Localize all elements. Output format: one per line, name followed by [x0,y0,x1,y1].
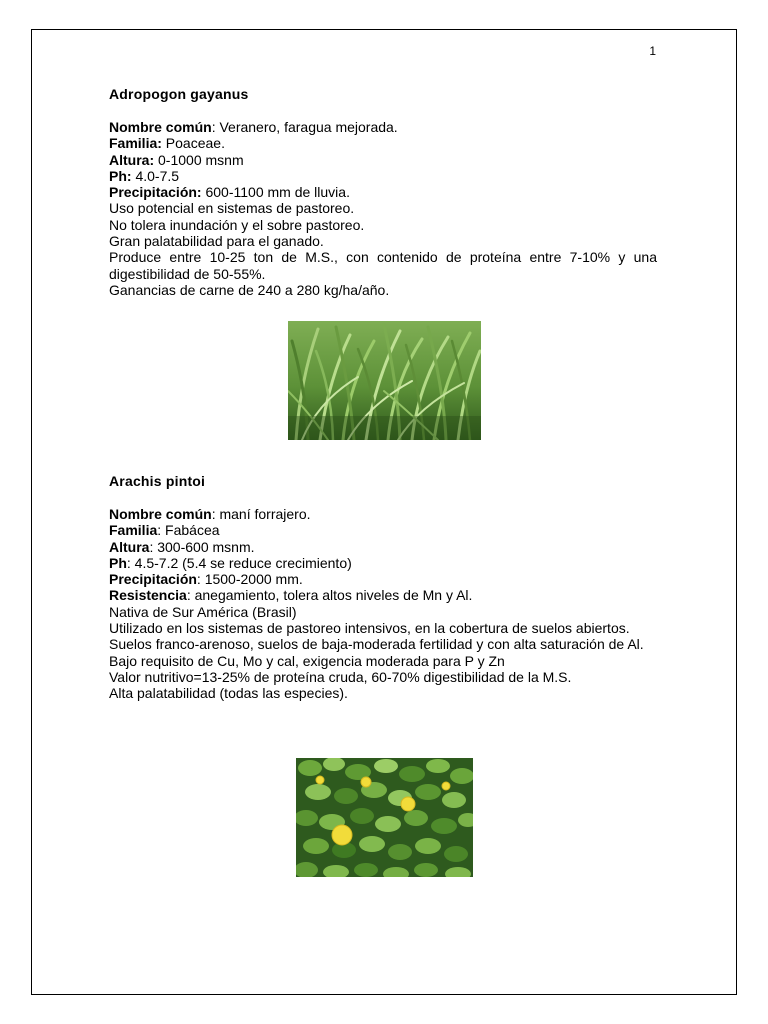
precipitation-line: Precipitación: 600-1100 mm de lluvia. [109,184,350,201]
requirements-line: Bajo requisito de Cu, Mo y cal, exigencia moderada para P y Zn [109,652,505,669]
usage-line: Utilizado en los sistemas de pastoreo intensivos, en la cobertura de suelos abiertos. [109,620,630,637]
production-line: Produce entre 10-25 ton de M.S., con contenido de proteína entre 7-10% y una digestibilidad de 50-55%. [109,249,657,282]
precipitation-line: Precipitación: 1500-2000 mm. [109,571,303,588]
species-title: Arachis pintoi [109,473,206,489]
document-page [31,29,737,995]
palatability-line: Alta palatabilidad (todas las especies). [109,685,348,702]
common-name-line: Nombre común: maní forrajero. [109,506,311,522]
common-name-line: Nombre común: Veranero, faragua mejorada. [109,119,398,135]
andropogon-grass-photo [288,321,481,440]
palatability-line: Gran palatabilidad para el ganado. [109,233,324,250]
altitude-line: Altura: 0-1000 msnm [109,151,244,168]
ph-line: Ph: 4.0-7.5 [109,167,180,184]
species-title: Adropogon gayanus [109,86,249,102]
meat-gain-line: Ganancias de carne de 240 a 280 kg/ha/año. [109,281,390,298]
soil-line: Suelos franco-arenoso, suelos de baja-moderada fertilidad y con alta saturación de Al. [109,636,644,653]
ph-line: Ph: 4.5-7.2 (5.4 se reduce crecimiento) [109,554,352,571]
species-section-andropogon [109,86,657,298]
usage-line: Uso potencial en sistemas de pastoreo. [109,200,355,217]
origin-line: Nativa de Sur América (Brasil) [109,603,297,620]
resistance-line: Resistencia: anegamiento, tolera altos niveles de Mn y Al. [109,587,473,604]
arachis-plant-photo [296,758,473,877]
page-number: 1 [649,44,656,58]
species-section-arachis [109,473,657,702]
family-line: Familia: Poaceae. [109,135,225,152]
altitude-line: Altura: 300-600 msnm. [109,538,255,555]
tolerance-line: No tolera inundación y el sobre pastoreo. [109,216,365,233]
nutrition-line: Valor nutritivo=13-25% de proteína cruda, 60-70% digestibilidad de la M.S. [109,668,572,685]
family-line: Familia: Fabácea [109,522,220,539]
